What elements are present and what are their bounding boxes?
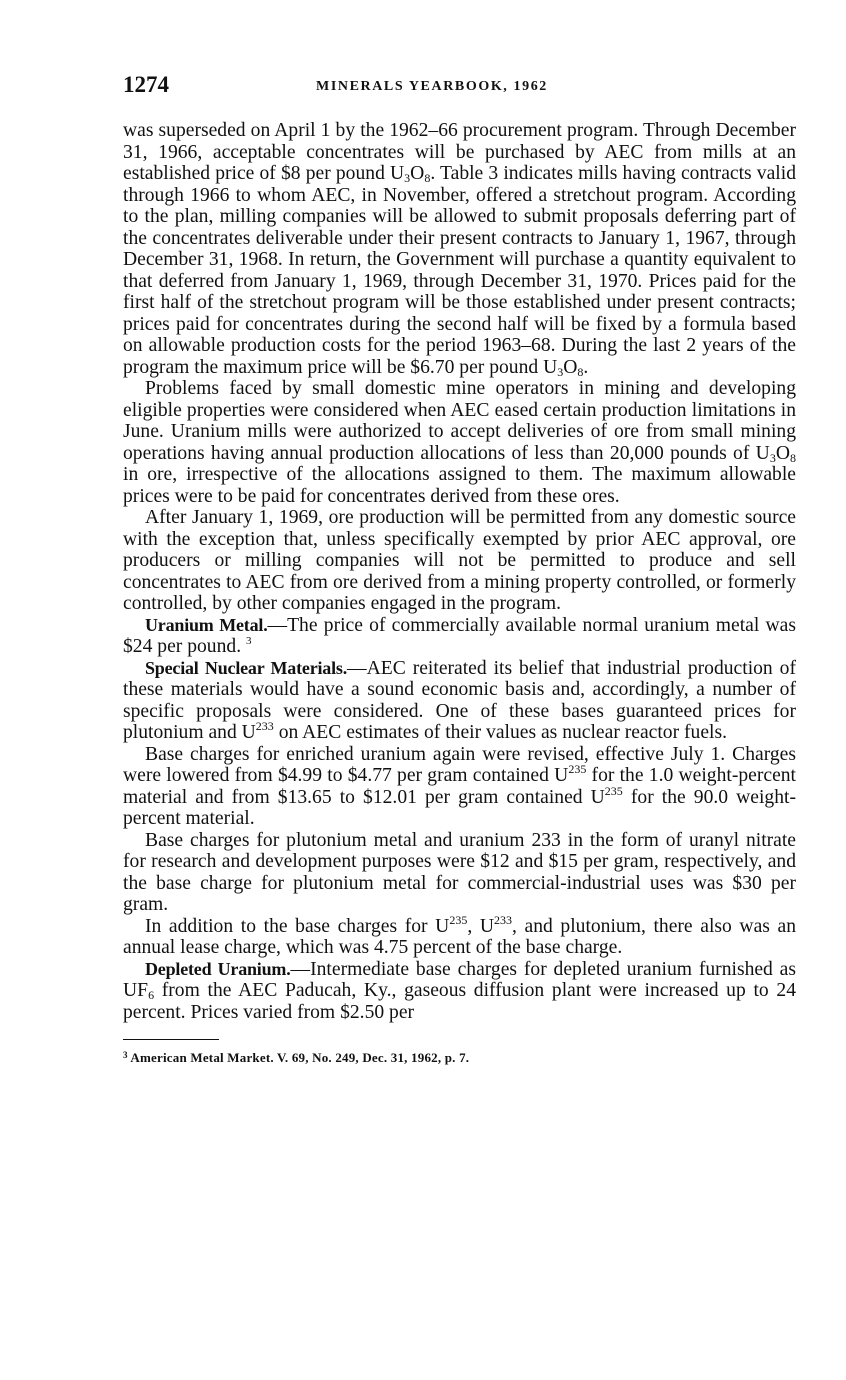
running-header xyxy=(123,72,796,102)
section-heading-special-nuclear-materials: Special Nuclear Materials. xyxy=(145,657,347,678)
section-heading-uranium-metal: Uranium Metal. xyxy=(145,614,268,635)
paragraph-plutonium-charges: Base charges for plutonium metal and uranium 233 in the form of uranyl nitrate for research and development purposes were $12 and $15 per gram, respectively, and the base charge for plutonium metal for commercial-industrial uses was $30 per gram. xyxy=(123,829,796,915)
paragraph-small-mine-operators: Problems faced by small domestic mine operators in mining and developing eligible properties were considered when AEC eased certain production limitations in June. Uranium mills were authorized to accept deliveries of ore from small mining operations having annual production allocations of less than 20,000 pounds of $U_3O_8$ in ore, irrespective of the allocations assigned to them. The maximum allowable prices were to be paid for concentrates derived from these ores. xyxy=(123,378,796,507)
paragraph-procurement-program: was superseded on April 1 by the 1962–66 procurement program. Through December 31, 1966, acceptable concentrates will be purchased by AEC from mills at an established price of $8 per pound $U_3O_8$. Table 3 indicates mills having contracts valid through 1966 to whom AEC, in November, offered a stretchout program. According to the plan, milling companies will be allowed to submit proposals deferring part of the concentrates deliverable under their present contracts to January 1, 1967, through December 31, 1968. In return, the Government will purchase a quantity equivalent to that deferred from January 1, 1969, through December 31, 1970. Prices paid for the first half of the stretchout program will be those established under present contracts; prices paid for concentrates during the second half will be fixed by a formula based on allowable production costs for the period 1963–68. During the last 2 years of the program the maximum price will be $6.70 per pound $U_3O_8$. xyxy=(123,120,796,379)
paragraph-lease-charge: In addition to the base charges for $U^{235}$, $U^{233}$, and plutonium, there also was an annual lease charge, which was 4.75 percent of the base charge. xyxy=(123,912,796,958)
paragraph-depleted-uranium: Depleted Uranium.—Intermediate base charges for depleted uranium furnished as $UF_6$ from the AEC Paducah, Ky., gaseous diffusion plant were increased up to 24 percent. Prices varied from $2.50 per xyxy=(123,958,796,1023)
footnote-mark: 3 xyxy=(123,1050,128,1060)
paragraph-special-nuclear-materials: Special Nuclear Materials.—AEC reiterated its belief that industrial production of these materials would have a sound economic basis and, accordingly, a number of specific proposals were considered. One of these bases guaranteed prices for plutonium and $U^{233}$ on AEC estimates of their values as nuclear reactor fuels. xyxy=(123,657,796,743)
page-number: 1274 xyxy=(123,72,169,97)
running-title: MINERALS YEARBOOK, 1962 xyxy=(316,79,548,94)
document-page xyxy=(123,72,796,1066)
paragraph-uranium-metal: Uranium Metal.—The price of commercially available normal uranium metal was $24 per pound. $^3$ xyxy=(123,614,796,657)
paragraph-ore-production-1969: After January 1, 1969, ore production will be permitted from any domestic source with the exception that, unless specifically exempted by prior AEC approval, ore producers or milling companies will not be permitted to produce and sell concentrates to AEC from ore derived from a mining property controlled, or formerly controlled, by other companies engaged in the program. xyxy=(123,507,796,614)
footnote: $^3$ American Metal Market. V. 69, No. 249, Dec. 31, 1962, p. 7. xyxy=(123,1050,470,1065)
footnote-reference: 3 xyxy=(246,635,252,647)
footnote-divider xyxy=(123,1039,219,1040)
paragraph-enriched-uranium-charges: Base charges for enriched uranium again were revised, effective July 1. Charges were lowered from $4.99 to $4.77 per gram contained $U^{235}$ for the 1.0 weight-percent material and from $13.65 to $12.01 per gram contained $U^{235}$ for the 90.0 weight-percent material. xyxy=(123,743,796,829)
body-text xyxy=(123,120,796,1023)
section-heading-depleted-uranium: Depleted Uranium. xyxy=(145,958,291,979)
